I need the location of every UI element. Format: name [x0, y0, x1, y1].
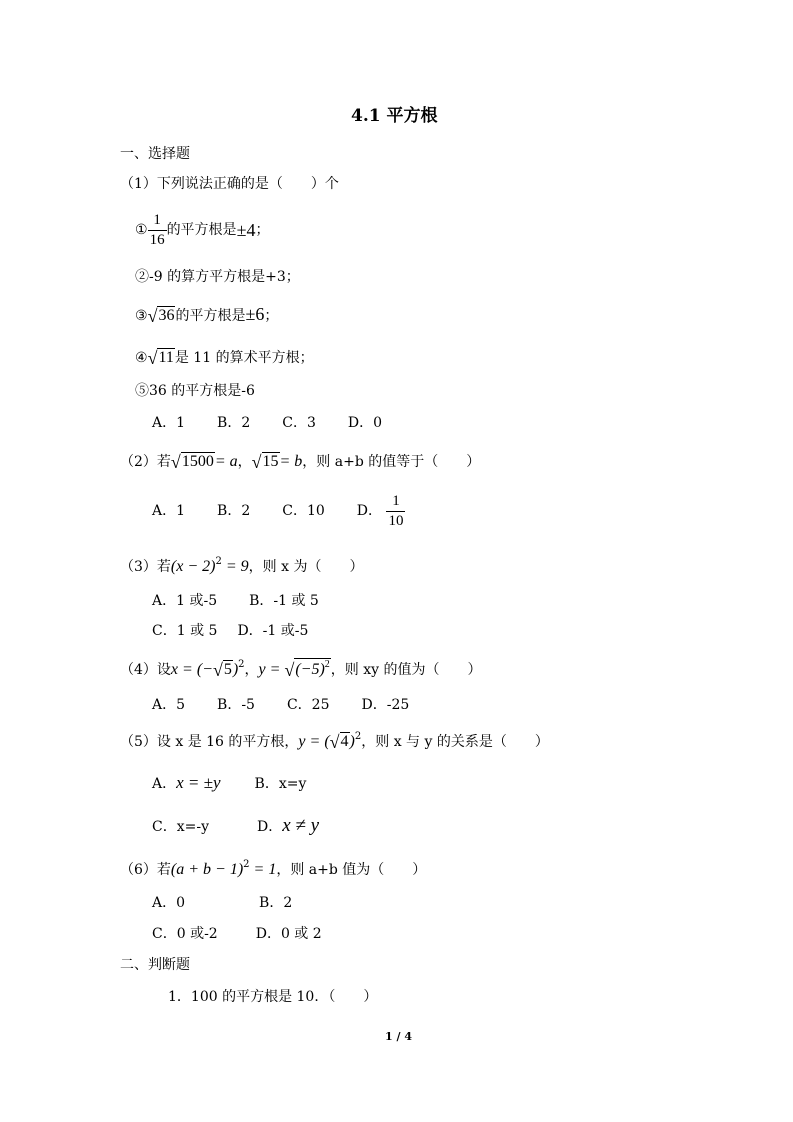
question-5-stem: [120, 732, 549, 751]
math-expression: ): [349, 733, 355, 750]
q1-statement-3: [135, 305, 278, 325]
stem-suffix: ，则 x 为（ ）: [248, 559, 364, 575]
radicand: 11: [158, 349, 174, 366]
question-4-stem: [120, 658, 482, 679]
judgement-question-1: 1．100 的平方根是 10．（ ）: [168, 989, 378, 1005]
radicand: 4: [340, 733, 349, 750]
option-b[interactable]: B．-5: [217, 697, 255, 713]
exponent: 2: [215, 556, 222, 567]
punct: ，: [244, 662, 259, 678]
stem-suffix: ，则 x 与 y 的关系是（ ）: [361, 734, 549, 750]
option-d-label: D．: [356, 503, 382, 519]
option-c[interactable]: C．1 或 5: [152, 623, 218, 639]
radicand: 36: [158, 307, 175, 324]
q4-options: [152, 698, 409, 712]
denominator: 10: [388, 512, 404, 529]
circled-4: ④: [135, 350, 148, 366]
q3-options-row-2: [152, 624, 308, 638]
option-b[interactable]: B．2: [217, 415, 251, 431]
numerator: 1: [148, 212, 167, 231]
radicand: 15: [262, 453, 279, 470]
stem-prefix: （4）设: [120, 662, 171, 678]
math-expression: (x − 2): [170, 558, 216, 575]
denominator: 16: [149, 231, 165, 248]
question-2-stem: [120, 452, 480, 471]
circled-3: ③: [135, 308, 148, 324]
option-a-label: A．: [152, 776, 177, 792]
question-3-stem: [120, 557, 363, 575]
page-number: 1 / 4: [385, 1030, 412, 1043]
exponent: 2: [238, 659, 245, 670]
option-d[interactable]: D．-25: [361, 697, 410, 713]
fraction-1-10: [386, 493, 405, 529]
stem-prefix: （6）若: [120, 862, 171, 878]
sqrt-15: √15: [251, 452, 279, 472]
stem-suffix: ，则 xy 的值为（ ）: [330, 662, 482, 678]
q5-options-row-2: [152, 816, 319, 835]
q1-statement-4: [135, 348, 314, 367]
equation-part: = a: [214, 453, 238, 470]
sqrt-4: √4: [329, 732, 349, 752]
page-title: 4.1 平方根: [351, 106, 438, 126]
punct: ；: [264, 308, 279, 324]
exponent: 2: [243, 859, 250, 870]
option-d[interactable]: [256, 815, 320, 836]
sqrt-5: √5: [212, 660, 232, 680]
q1-statement-5: ⑤36 的平方根是-6: [135, 383, 255, 399]
option-c[interactable]: C．25: [286, 697, 330, 713]
option-c[interactable]: C．x=-y: [152, 819, 209, 835]
option-d-math: x ≠ y: [282, 815, 320, 836]
section-heading-judgement: 二、判断题: [120, 957, 190, 973]
circled-1: ①: [135, 222, 148, 238]
q3-options-row-1: [152, 594, 319, 608]
sqrt-11: √11: [147, 348, 174, 368]
exponent: 2: [324, 659, 330, 670]
option-a[interactable]: A．0: [152, 895, 186, 911]
option-d[interactable]: D．0 或 2: [255, 926, 322, 942]
q5-options-row-1: [152, 774, 306, 791]
sqrt-36: √36: [147, 306, 175, 326]
punct: ，: [237, 454, 252, 470]
math-expression: ): [232, 661, 239, 678]
q2-options: [152, 493, 405, 529]
option-d[interactable]: [356, 493, 406, 529]
option-d[interactable]: D．-1 或-5: [237, 623, 309, 639]
math-value: ±6: [245, 304, 265, 324]
radicand: 5: [223, 661, 232, 678]
stem-prefix: （2）若: [120, 454, 171, 470]
math-expression: y =: [258, 661, 285, 678]
equation-part: = 9: [221, 558, 249, 575]
option-c[interactable]: C．3: [282, 415, 316, 431]
numerator: 1: [386, 493, 405, 512]
statement-text: 的平方根是: [166, 222, 237, 238]
sqrt-1500: √1500: [170, 452, 214, 472]
option-b[interactable]: B．2: [259, 895, 293, 911]
math-expression: (a + b − 1): [170, 861, 244, 878]
math-value: ±4: [236, 220, 256, 240]
sqrt-neg5-squared: $√(-5)^2$: [284, 659, 330, 680]
option-b[interactable]: B．x=y: [254, 776, 307, 792]
exponent: 2: [354, 731, 362, 742]
statement-text: 的平方根是: [175, 308, 246, 324]
option-c[interactable]: C．10: [282, 503, 325, 519]
option-b[interactable]: B．2: [217, 503, 251, 519]
q1-options: [152, 416, 414, 430]
q6-options-row-2: [152, 927, 322, 941]
stem-suffix: ，则 a+b 值为（ ）: [276, 862, 427, 878]
option-a[interactable]: [152, 773, 221, 792]
q1-statement-1: [135, 212, 269, 248]
option-a[interactable]: A．5: [152, 697, 186, 713]
option-a[interactable]: A．1: [152, 503, 186, 519]
stem-prefix: （5）设 x 是 16 的平方根，: [120, 734, 299, 750]
option-b[interactable]: B．-1 或 5: [249, 593, 319, 609]
math-expression: x = (−: [170, 661, 213, 678]
section-heading-choice: 一、选择题: [120, 146, 190, 162]
equation-part: = 1: [249, 861, 277, 878]
stem-prefix: （3）若: [120, 559, 171, 575]
option-c[interactable]: C．0 或-2: [152, 926, 218, 942]
math-expression: y = (: [298, 733, 330, 750]
q1-statement-2: ②-9 的算方平方根是+3；: [135, 269, 300, 285]
radicand: 1500: [181, 453, 214, 470]
option-d-label: D．: [256, 819, 283, 835]
radicand: (−5): [295, 661, 325, 678]
fraction-1-16: [148, 212, 167, 248]
statement-text: 是 11 的算术平方根；: [174, 350, 314, 366]
punct: ；: [255, 222, 270, 238]
q6-options-row-1: [152, 896, 292, 910]
question-6-stem: [120, 860, 426, 878]
question-1-stem: （1）下列说法正确的是（ ）个: [120, 176, 339, 192]
equation-part: = b: [279, 453, 303, 470]
option-d[interactable]: D．0: [347, 415, 382, 431]
stem-suffix: ，则 a+b 的值等于（ ）: [302, 454, 481, 470]
option-a-math: x = ±y: [176, 773, 221, 792]
option-a[interactable]: A．1 或-5: [152, 593, 218, 609]
option-a[interactable]: A．1: [152, 415, 186, 431]
